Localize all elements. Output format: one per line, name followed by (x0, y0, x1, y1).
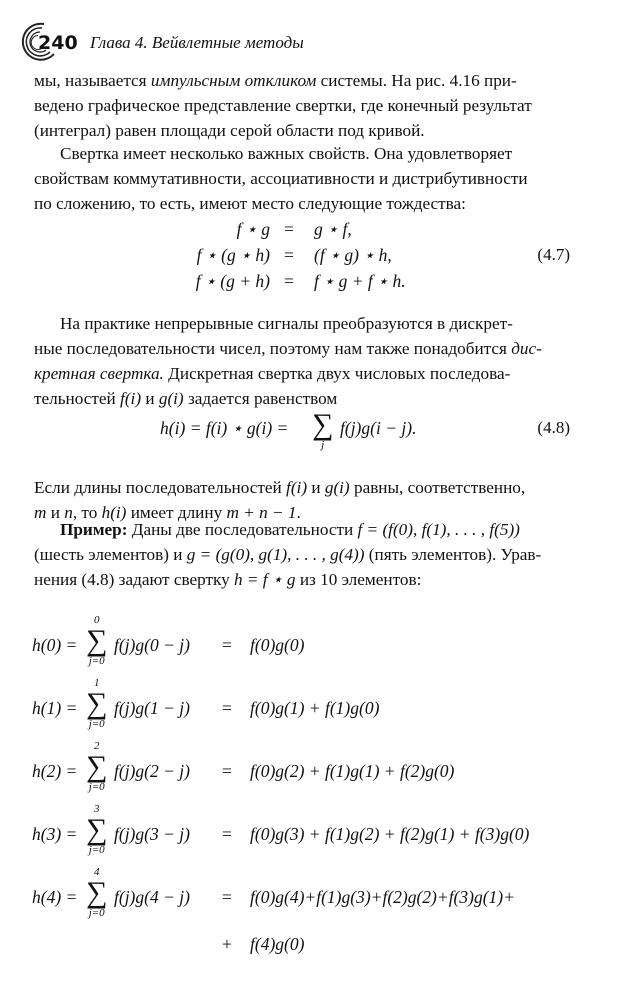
equation-4-7: f ⋆ g = g ⋆ f, f ⋆ (g ⋆ h) = (f ⋆ g) ⋆ h, f ⋆ (g + h) = f ⋆ g + f ⋆ h. (4.7) (195, 219, 570, 291)
sigma-operator: 1 ∑ j=0 (86, 677, 108, 730)
text-line: m и n, то h(i) имеет длину m + n − 1. (34, 503, 301, 522)
sum-rhs: f(0)g(2) + f(1)g(1) + f(2)g(0) (250, 761, 455, 781)
sum-equation-row: h(0) = 0 ∑ j=0 f(j)g(0 − j) = f(0)g(0) (32, 614, 305, 667)
text-line: Пример: Даны две последовательности f = (f(0), f(1), . . . , f(5)) (60, 520, 520, 539)
text-line: Если длины последовательностей f(i) и g(i) равны, соответственно, (34, 478, 526, 497)
sum-equation-row: h(2) = 2 ∑ j=0 f(j)g(2 − j) = f(0)g(2) + f(1)g(1) + f(2)g(0) (32, 740, 455, 793)
sum-term: f(j)g(1 − j) (114, 698, 190, 718)
text-line: свойствам коммутативности, ассоциативности и дистрибутивности (34, 169, 528, 188)
text-line: тельностей f(i) и g(i) задается равенством (34, 389, 338, 408)
text-line: (интеграл) равен площади серой области под кривой. (34, 121, 425, 140)
sigma-operator: 2 ∑ j=0 (86, 740, 108, 793)
continuation-line: + f(4)g(0) (222, 934, 305, 954)
sum-term: f(j)g(4 − j) (114, 887, 190, 907)
paragraph-3 (34, 311, 570, 411)
sum-equation-row: h(4) = 4 ∑ j=0 f(j)g(4 − j) = f(0)g(4)+f(1)g(3)+f(2)g(2)+f(3)g(1)+ (32, 866, 515, 919)
sigma-operator: 3 ∑ j=0 (86, 803, 108, 856)
sum-rhs: f(0)g(4)+f(1)g(3)+f(2)g(2)+f(3)g(1)+ (250, 887, 515, 907)
equation-number: (4.7) (537, 245, 570, 264)
text-line: (шесть элементов) и g = (g(0), g(1), . . . , g(4)) (пять элементов). Урав- (34, 545, 542, 564)
text-line: кретная свертка. Дискретная свертка двух числовых последова- (34, 364, 511, 383)
sum-term: f(j)g(0 − j) (114, 635, 190, 655)
page-number: 240 (38, 32, 78, 54)
text-line: ные последовательности чисел, поэтому нам также понадобится дис- (34, 339, 542, 358)
text-line: по сложению, то есть, имеют место следующие тождества: (34, 194, 466, 213)
sum-lhs: h(0) = (32, 635, 78, 655)
sum-rhs: f(0)g(0) (250, 635, 305, 655)
running-header (14, 20, 614, 68)
sum-equation-row: h(1) = 1 ∑ j=0 f(j)g(1 − j) = f(0)g(1) + f(1)g(0) (32, 677, 380, 730)
sum-term: f(j)g(3 − j) (114, 824, 190, 844)
sum-lhs: h(2) = (32, 761, 78, 781)
sum-lhs: h(4) = (32, 887, 78, 907)
text-line: На практике непрерывные сигналы преобразуются в дискрет- (60, 314, 513, 333)
equation-4-8: h(i) = f(i) ⋆ g(i) = ∑ j f(j)g(i − j). (4.8) (160, 408, 570, 451)
sum-equation-row: h(3) = 3 ∑ j=0 f(j)g(3 − j) = f(0)g(3) + f(1)g(2) + f(2)g(1) + f(3)g(0) (32, 803, 530, 856)
sigma-operator: ∑ j (312, 408, 334, 451)
sum-lhs: h(1) = (32, 698, 78, 718)
text-line: Свертка имеет несколько важных свойств. Она удовлетворяет (60, 144, 513, 163)
sum-term: f(j)g(2 − j) (114, 761, 190, 781)
sum-lhs: h(3) = (32, 824, 78, 844)
text-line: нения (4.8) задают свертку h = f ⋆ g из 10 элементов: (34, 570, 422, 589)
chapter-title: Глава 4. Вейвлетные методы (90, 33, 304, 52)
text-line: ведено графическое представление свертки, где конечный результат (34, 96, 532, 115)
equation-number: (4.8) (537, 418, 570, 437)
convolution-sums (32, 615, 592, 966)
paragraph-2 (34, 141, 570, 216)
paragraph-1 (34, 68, 570, 143)
sum-rhs: f(0)g(1) + f(1)g(0) (250, 698, 380, 718)
paragraph-5 (34, 517, 570, 592)
sigma-operator: 0 ∑ j=0 (86, 614, 108, 667)
sigma-operator: 4 ∑ j=0 (86, 866, 108, 919)
text-line: мы, называется импульсным откликом системы. На рис. 4.16 при- (34, 71, 517, 90)
sum-rhs: f(0)g(3) + f(1)g(2) + f(2)g(1) + f(3)g(0) (250, 824, 530, 844)
